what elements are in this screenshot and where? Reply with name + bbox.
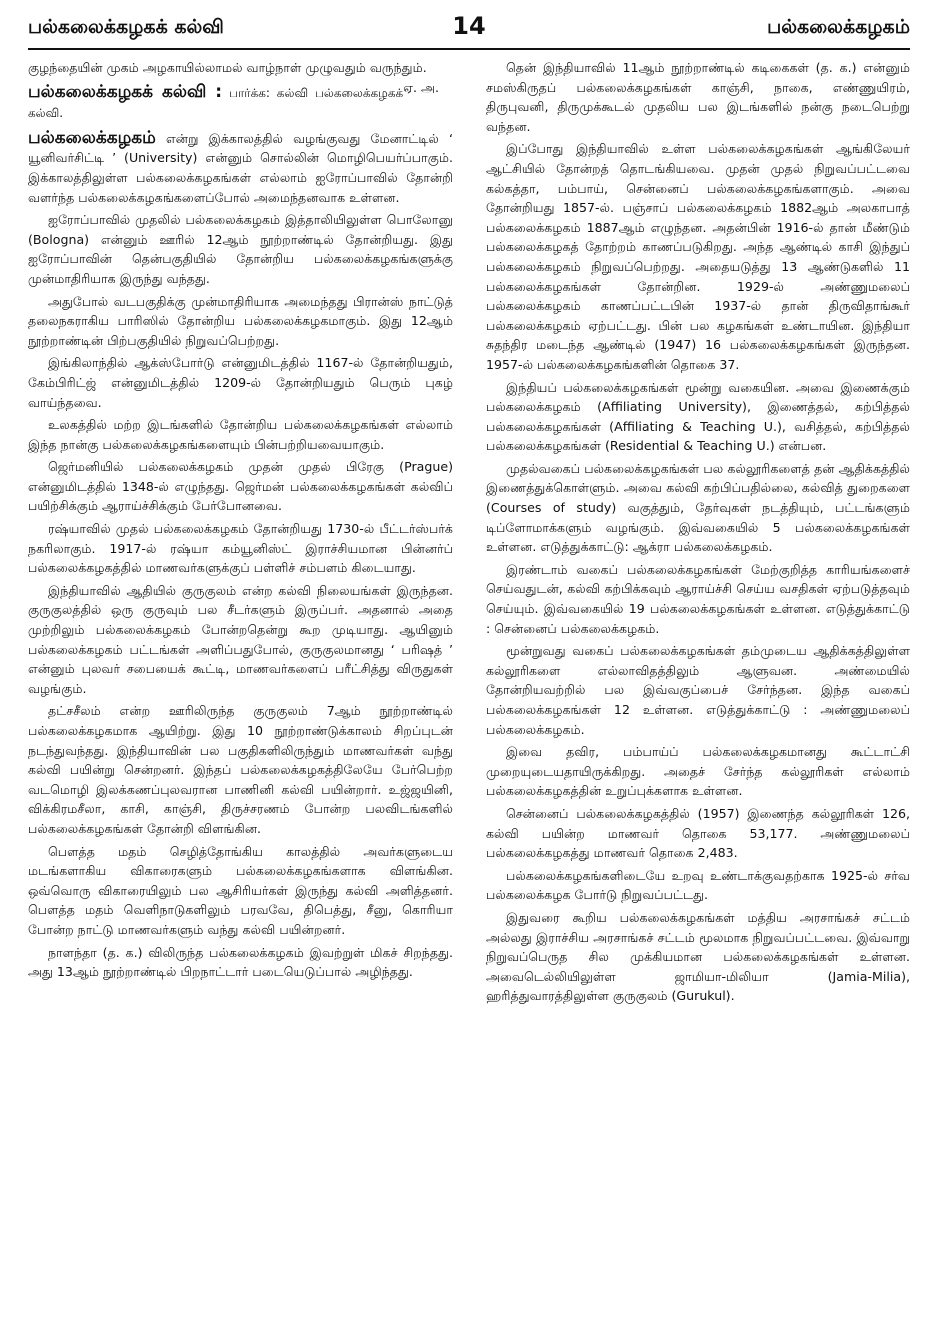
running-header <box>28 12 910 50</box>
body-paragraph: ஜெர்மனியில் பல்கலைக்கழகம் முதன் முதல் பிரேகு (Prague) என்னுமிடத்தில் 1348-ல் எழுந்தது. ஜெர்மன் பல்கலைக்கழகங்கள் கல்விப் பயிற்சிக்கும் ஆராய்ச்சிக்கும் பேர்போனவை. <box>28 459 453 514</box>
entry-headword: பல்கலைக்கழகக் கல்வி : <box>28 81 223 102</box>
author-signature: ஏ. அ. <box>403 79 439 95</box>
page-number: 14 <box>452 12 486 40</box>
cross-reference: பார்க்க: கல்வி பல்கலைக்கழகக் கல்வி. <box>28 85 404 121</box>
body-paragraph: உலகத்தில் மற்ற இடங்களில் தோன்றிய பல்கலைக்கழகங்கள் எல்லாம் இந்த நான்கு பல்கலைக்கழகங்களையும் பின்பற்றியவையாகும். <box>28 417 453 452</box>
body-paragraph: இந்தியப் பல்கலைக்கழகங்கள் மூன்று வகையின. அவை இணைக்கும் பல்கலைக்கழகம் (Affiliating University), இணைத்தல், கற்பித்தல் பல்கலைக்கழகங்கள் (Affiliating & Teaching U.), வசித்தல், கற்பித்தல் பல்கலைக்கழகங்கள் (Residential & Teaching U.) என்பன. <box>486 379 910 454</box>
body-paragraph: இரண்டாம் வகைப் பல்கலைக்கழகங்கள் மேற்குறித்த காரியங்களைச் செய்வதுடன், கல்வி கற்பிக்கவும் ஆராய்ச்சி செய்ய வசதிகள் ஏற்படுத்தவும் செய்யும். இவ்வகையில் 19 பல்கலைக்கழகங்கள் உள்ளன. எடுத்துக்காட்டு : சென்னைப் பல்கலைக்கழகம். <box>486 561 910 636</box>
body-paragraph: ரஷ்யாவில் முதல் பல்கலைக்கழகம் தோன்றியது 1730-ல் பீட்டர்ஸ்பர்க் நகரிலாகும். 1917-ல் ரஷ்யா கம்யூனிஸ்ட் இராச்சியமான பின்னர்ப் பல்கலைக்கழகத்தில் மாணவர்களுக்குப் பள்ளிச் சம்பளம் கிடையாது. <box>28 521 453 576</box>
body-paragraph: அதுபோல் வடபகுதிக்கு முன்மாதிரியாக அமைந்தது பிரான்ஸ் நாட்டுத் தலைநகராகிய பாரிஸில் தோன்றிய பல்கலைக்கழகமாகும். இது 12ஆம் நூற்றாண்டின் பிற்பகுதியில் நிறுவப்பெற்றது. <box>28 293 453 348</box>
entry-headword: பல்கலைக்கழகம் <box>28 127 156 148</box>
continuation-text: குழந்தையின் முகம் அழகாயில்லாமல் வாழ்நாள் முழுவதும் வருந்தும். <box>28 60 427 75</box>
header-left-title: பல்கலைக்கழகக் கல்வி <box>28 16 224 38</box>
body-paragraph: சென்னைப் பல்கலைக்கழகத்தில் (1957) இணைந்த கல்லூரிகள் 126, கல்வி பயின்ற மாணவர் தொகை 53,177. அண்ணுமலைப் பல்கலைக்கழகத்து மாணவர் தொகை 2,483. <box>486 805 910 861</box>
body-paragraph: முதல்வகைப் பல்கலைக்கழகங்கள் பல கல்லூரிகளைத் தன் ஆதிக்கத்தில் இணைத்துக்கொள்ளும். அவை கல்வி கற்பிப்பதில்லை, கல்வித் துறைகளை (Courses of study) வகுத்தும், தேர்வுகள் நடத்தியும், பட்டங்களும் டிப்ளோமாக்களும் வழங்கும். இவ்வகையில் 5 பல்கலைக்கழகங்கள் உள்ளன. எடுத்துக்காட்டு: ஆக்ரா பல்கலைக்கழகம். <box>486 460 910 555</box>
body-paragraph: பௌத்த மதம் செழித்தோங்கிய காலத்தில் அவர்களுடைய மடங்களாகிய விகாரைகளும் பல்கலைக்கழகங்களாக விளங்கின. ஒவ்வொரு விகாரையிலும் பல ஆசிரியர்கள் இருந்து கல்வி அளித்தனர். பௌத்த மதம் வெளிநாடுகளிலும் பரவவே, திபெத்து, சீனு, கொரியா போன்ற நாட்டு மாணவர்களும் வந்து கல்வி பயின்றனர். <box>28 843 453 937</box>
body-paragraph: இவை தவிர, பம்பாய்ப் பல்கலைக்கழகமானது கூட்டாட்சி முறையுடையதாயிருக்கிறது. அதைச் சேர்ந்த கல்லூரிகள் எல்லாம் பல்கலைக்கழகத்தின் உறுப்புக்களாக உள்ளன. <box>486 744 910 799</box>
body-paragraph: இந்தியாவில் ஆதியில் குருகுலம் என்ற கல்வி நிலையங்கள் இருந்தன. குருகுலத்தில் ஒரு குருவும் பல சீடர்களும் இருப்பர். அதனால் அதை முற்றிலும் பல்கலைக்கழகம் போன்றதென்று கூற முடியாது. ஆயினும் பல்கலைக்கழகம் பட்டங்கள் அளிப்பதுபோல், குருகுலமானது ‘ பரிஷத் ’ என்னும் புலவர் சபையைக் கூட்டி, மாணவர்களைப் பரீட்சித்து விருதுகள் வழங்கும். <box>28 582 453 696</box>
body-paragraph: இதுவரை கூறிய பல்கலைக்கழகங்கள் மத்திய அரசாங்கச் சட்டம் அல்லது இராச்சிய அரசாங்கச் சட்டம் மூலமாக நிறுவப்பட்டவை. இவ்வாறு நிறுவப்பெருத சில முக்கியமான பல்கலைக்கழகங்கள் உள்ளன. அவைடெல்லியிலுள்ள ஜாமியா-மிலியா (Jamia-Milia), ஹரித்துவாரத்திலுள்ள குருகுலம் (Gurukul). <box>486 909 910 1004</box>
body-paragraph: ஐரோப்பாவில் முதலில் பல்கலைக்கழகம் இத்தாலியிலுள்ள பொலோனு (Bologna) என்னும் ஊரில் 12ஆம் நூற்றாண்டில் தோன்றியது. இது ஐரோப்பாவின் தென்பகுதியில் தோன்றிய பல்கலைக்கழகங்களுக்கு முன்மாதிரியாக இருந்து வந்தது. <box>28 212 453 286</box>
left-column <box>28 58 453 985</box>
header-right-title: பல்கலைக்கழகம் <box>767 16 910 38</box>
entry-university <box>28 129 453 207</box>
body-paragraph: பல்கலைக்கழகங்களிடையே உறவு உண்டாக்குவதற்காக 1925-ல் சர்வ பல்கலைக்கழக போர்டு நிறுவப்பட்டது. <box>486 867 910 903</box>
body-paragraph: நாளந்தா (த. க.) விலிருந்த பல்கலைக்கழகம் இவற்றுள் மிகச் சிறந்தது. அது 13ஆம் நூற்றாண்டில் பிறநாட்டார் படையெடுப்பால் அழிந்தது. <box>28 944 453 980</box>
body-paragraph: இங்கிலாந்தில் ஆக்ஸ்போர்டு என்னுமிடத்தில் 1167-ல் தோன்றியதும், கேம்பிரிட்ஜ் என்னுமிடத்தில் 1209-ல் தோன்றியதும் பெரும் புகழ் வாய்ந்தவை. <box>28 355 453 410</box>
entry-intro-text: என்று இக்காலத்தில் வழங்குவது மேனாட்டில் ‘ யூனிவர்சிட்டி ’ (University) என்னும் சொல்லின் மொழிபெயர்ப்பாகும். இக்காலத்திலுள்ள பல்கலைக்கழகங்கள் எல்லாம் ஐரோப்பாவில் தோன்றி வளர்ந்த பல்கலைக்கழகங்களைப்போல் அமைந்தனவாக உள்ளன. <box>28 130 453 205</box>
body-paragraph: தென் இந்தியாவில் 11ஆம் நூற்றாண்டில் கடிகைகள் (த. க.) என்னும் சமஸ்கிருதப் பல்கலைக்கழகங்கள் காஞ்சி, நாகை, எண்ணுயிரம், திருபுவனி, திருமுக்கூடல் முதலிய பல இடங்களில் நன்கு நடைபெற்று வந்தன. <box>486 60 910 134</box>
right-column <box>486 58 910 1009</box>
body-paragraph: மூன்றுவது வகைப் பல்கலைக்கழகங்கள் தம்முடைய ஆதிக்கத்திலுள்ள கல்லூரிகளை எல்லாவிதத்திலும் ஆளுவன. அண்மையில் தோன்றியவற்றில் பல இவ்வகுப்பைச் சேர்ந்தன. இந்த வகைப் பல்கலைக்கழகங்கள் 12 உள்ளன. எடுத்துக்காட்டு : அண்ணுமலைப் பல்கலைக்கழகம். <box>486 643 910 737</box>
entry-university-education <box>28 83 453 124</box>
body-paragraph: இப்போது இந்தியாவில் உள்ள பல்கலைக்கழகங்கள் ஆங்கிலேயர் ஆட்சியில் தோன்றத் தொடங்கியவை. முதன் முதல் நிறுவப்பட்டவை கல்கத்தா, பம்பாய், சென்னைப் பல்கலைக்கழகங்களாகும். அவை தோன்றியது 1857-ல். பஞ்சாப் பல்கலைக்கழகம் 1882ஆம் அலகாபாத் பல்கலைக்கழகம் 1887ஆம் எழுந்தன. அதன்பின் 1916-ல் தான் மீண்டும் பல்கலைக்கழகத் தோற்றம் காணப்படுகிறது. அந்த ஆண்டில் காசி இந்துப் பல்கலைக்கழகம் நிறுவப்பெற்றது. அதையடுத்து 13 ஆண்டுகளில் 11 பல்கலைக்கழகங்கள் தோன்றின. 1929-ல் அண்ணுமலைப் பல்கலைக்கழகம் காணப்பட்டபின் 1937-ல் தான் திருவிதாங்கூர் பல்கலைக்கழகம் ஏற்பட்டது. பின் பல கழகங்கள் உண்டாயின. இந்தியா சுதந்திர மடைந்த ஆண்டில் (1947) 16 பல்கலைக்கழகங்கள் இருந்தன. 1957-ல் பல்கலைக்கழகங்களின் தொகை 37. <box>486 141 910 372</box>
body-paragraph: தட்சசீலம் என்ற ஊரிலிருந்த குருகுலம் 7ஆம் நூற்றாண்டில் பல்கலைக்கழகமாக ஆயிற்று. இது 10 நூற்றாண்டுக்காலம் சிறப்புடன் நடந்துவந்தது. இந்தியாவின் பல பகுதிகளிலிருந்தும் மாணவர்கள் வந்து கல்வி பயின்று சென்றனர். இந்தப் பல்கலைக்கழகத்திலேயே பேர்பெற்ற வடமொழி இலக்கணப்புலவரான பாணினி கல்வி பயின்றார். உஜ்ஜயினி, விக்கிரமசீலா, காசி, காஞ்சி, திருச்சரணம் போன்ற பலவிடங்களில் பல்கலைக்கழகங்கள் தோன்றி விளங்கின. <box>28 703 453 836</box>
